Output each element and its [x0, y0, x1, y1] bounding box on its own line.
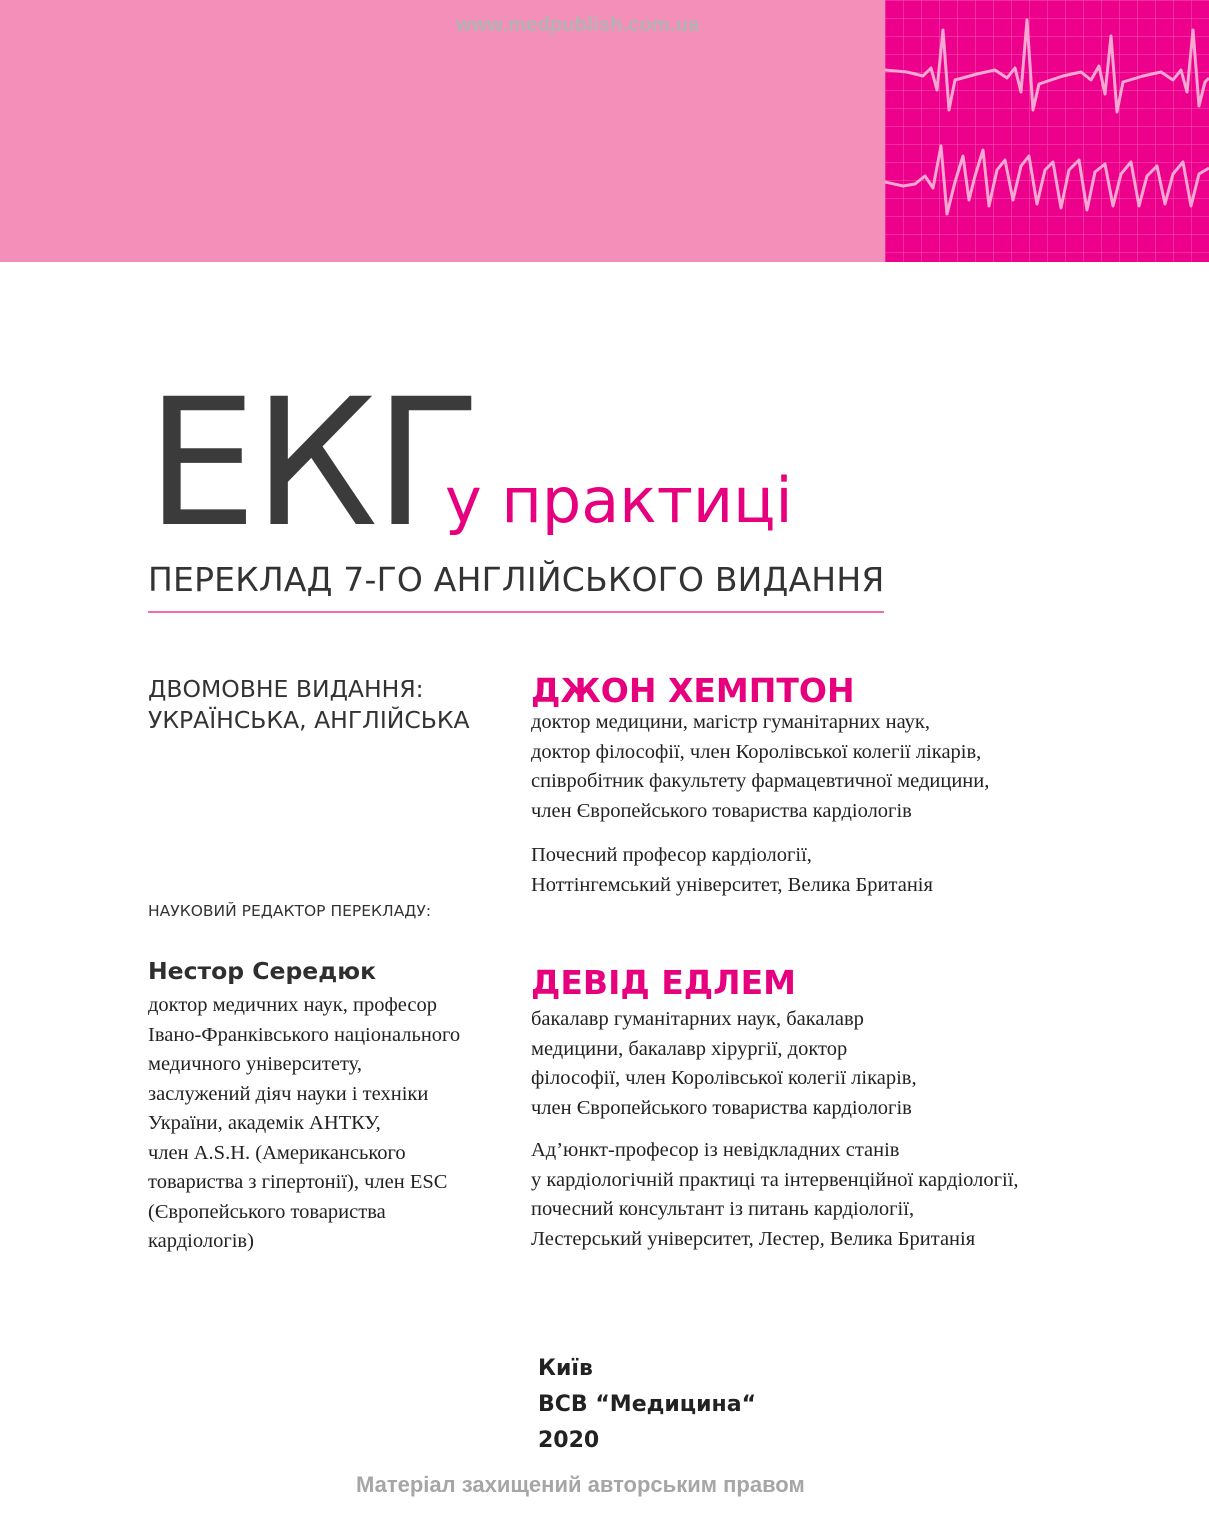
bilingual-line-2: УКРАЇНСЬКА, АНГЛІЙСЬКА: [148, 706, 470, 734]
author-2-position-line: у кардіологічній практиці та інтервенційної кардіології,: [531, 1168, 1019, 1191]
author-1-position-line: Ноттінгемський університет, Велика Британія: [531, 873, 933, 896]
title-divider: [148, 611, 884, 613]
editor-credential-line: (Європейського товариства: [148, 1200, 386, 1223]
scientific-editor-credentials: [148, 991, 513, 1257]
author-1-degree-line: доктор медицини, магістр гуманітарних наук,: [531, 711, 930, 733]
publisher-imprint: [538, 1351, 756, 1459]
author-2-degree-line: член Європейського товариства кардіологів: [531, 1096, 912, 1119]
editor-credential-line: медичного університету,: [148, 1053, 362, 1075]
author-1-position-line: Почесний професор кардіології,: [531, 844, 812, 866]
scientific-editor-heading: НАУКОВИЙ РЕДАКТОР ПЕРЕКЛАДУ:: [148, 902, 432, 920]
editor-credential-line: товариства з гіпертонії), член ESC: [148, 1171, 448, 1193]
editor-credential-line: доктор медичних наук, професор: [148, 994, 437, 1016]
author-2-degree-line: філософії, член Королівської колегії лікарів,: [531, 1067, 917, 1089]
author-2-position: [531, 1136, 1171, 1254]
author-1-name: ДЖОН ХЕМПТОН: [531, 671, 855, 710]
book-subtitle: ПЕРЕКЛАД 7-ГО АНГЛІЙСЬКОГО ВИДАННЯ: [148, 560, 885, 599]
editor-credential-line: кардіологів): [148, 1230, 254, 1252]
bilingual-edition-note: [148, 674, 518, 736]
author-2-position-line: почесний консультант із питань кардіології,: [531, 1198, 915, 1220]
publisher-city: Київ: [538, 1356, 593, 1381]
author-1-degree-line: член Європейського товариства кардіологів: [531, 799, 912, 822]
author-1-degree-line: доктор філософії, член Королівської колегії лікарів,: [531, 740, 982, 763]
ecg-illustration: [885, 0, 1209, 262]
author-2-degree-line: медицини, бакалавр хірургії, доктор: [531, 1037, 848, 1060]
editor-credential-line: Івано-Франківського національного: [148, 1023, 461, 1046]
editor-credential-line: заслужений діяч науки і техніки: [148, 1082, 429, 1105]
scientific-editor-name: Нестор Середюк: [148, 957, 377, 985]
author-2-name: ДЕВІД ЕДЛЕМ: [531, 963, 796, 1002]
author-2-degree-line: бакалавр гуманітарних наук, бакалавр: [531, 1008, 864, 1030]
author-1-degree-line: співробітник факультету фармацевтичної медицини,: [531, 770, 990, 792]
editor-credential-line: член A.S.H. (Американського: [148, 1141, 406, 1164]
website-watermark: www.medpublish.com.ua: [456, 14, 700, 36]
author-1-position: [531, 841, 1171, 900]
copyright-watermark: Матеріал захищений авторським правом: [356, 1472, 805, 1497]
author-2-degrees: [531, 1005, 1171, 1123]
publication-year: 2020: [538, 1428, 600, 1453]
book-title-accent: у практиці: [445, 464, 793, 537]
author-2-position-line: Лестерський університет, Лестер, Велика Британія: [531, 1227, 976, 1250]
bilingual-line-1: ДВОМОВНЕ ВИДАННЯ:: [148, 675, 424, 703]
publisher-name: ВСВ “Медицина“: [538, 1392, 757, 1417]
editor-credential-line: України, академік АНТКУ,: [148, 1112, 381, 1134]
author-1-degrees: [531, 708, 1171, 826]
author-2-position-line: Ад’юнкт-професор із невідкладних станів: [531, 1139, 900, 1161]
ecg-grid-graphic: [885, 0, 1209, 262]
book-title-main: ЕКГ: [146, 361, 478, 566]
